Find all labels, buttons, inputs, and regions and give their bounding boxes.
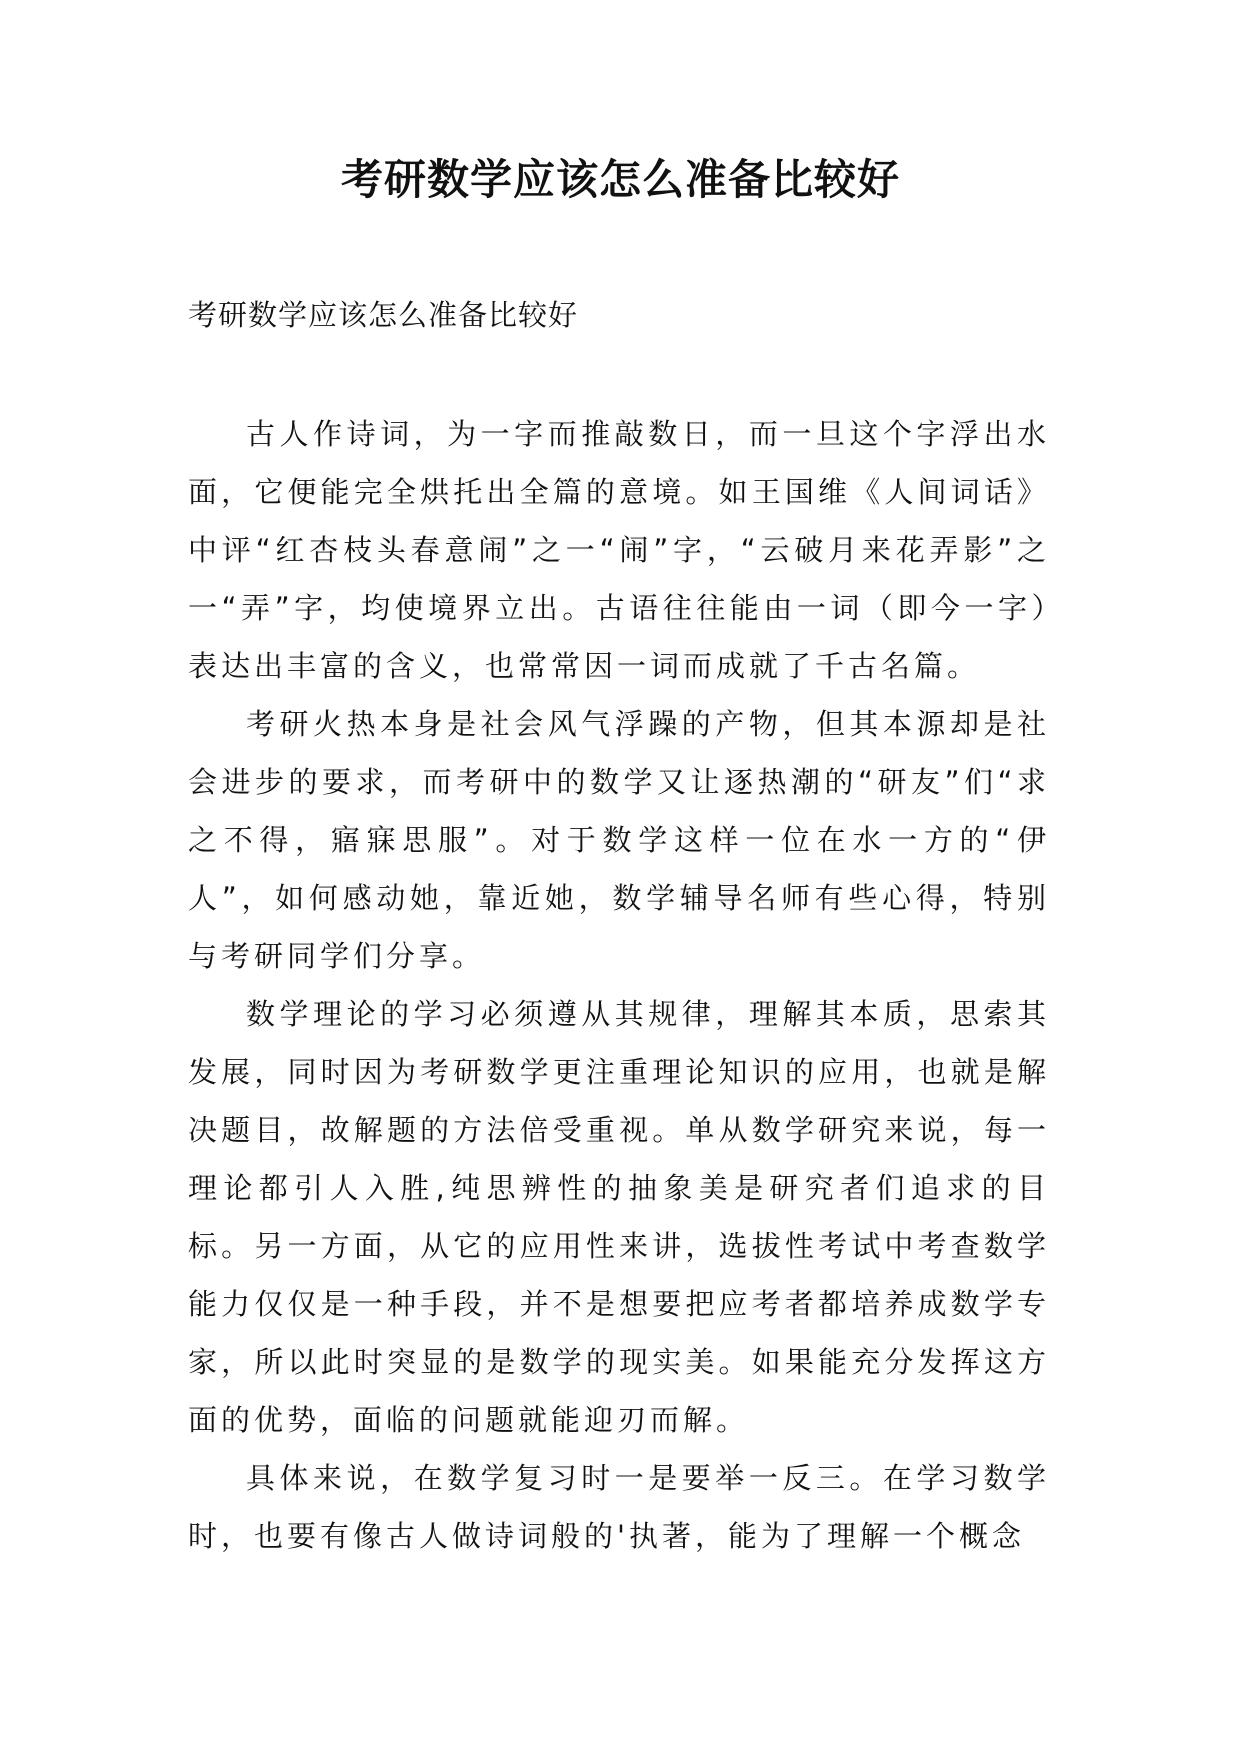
paragraph: 具体来说，在数学复习时一是要举一反三。在学习数学时，也要有像古人做诗词般的'执著，能为了理解一个概念 <box>188 1461 1050 1553</box>
paragraph: 考研火热本身是社会风气浮躁的产物，但其本源却是社会进步的要求，而考研中的数学又让逐热潮的“研友”们“求之不得，寤寐思服”。对于数学这样一位在水一方的“伊人”，如何感动她，靠近她，数学辅导名师有些心得，特别与考研同学们分享。 <box>188 707 1050 973</box>
document-body <box>188 405 1050 1565</box>
paragraph: 古人作诗词，为一字而推敲数日，而一旦这个字浮出水面，它便能完全烘托出全篇的意境。如王国维《人间词话》中评“红杏枝头春意闹”之一“闹”字，“云破月来花弄影”之一“弄”字，均使境界立出。古语往往能由一词（即今一字）表达出丰富的含义，也常常因一词而成就了千古名篇。 <box>188 417 1050 683</box>
paragraph: 数学理论的学习必须遵从其规律，理解其本质，思索其发展，同时因为考研数学更注重理论知识的应用，也就是解决题目，故解题的方法倍受重视。单从数学研究来说，每一理论都引人入胜,纯思辨性的抽象美是研究者们追求的目标。另一方面，从它的应用性来讲，选拔性考试中考查数学能力仅仅是一种手段，并不是想要把应考者都培养成数学专家，所以此时突显的是数学的现实美。如果能充分发挥这方面的优势，面临的问题就能迎刃而解。 <box>188 997 1050 1437</box>
document-title: 考研数学应该怎么准备比较好 <box>340 155 900 204</box>
document-subtitle: 考研数学应该怎么准备比较好 <box>188 298 579 332</box>
